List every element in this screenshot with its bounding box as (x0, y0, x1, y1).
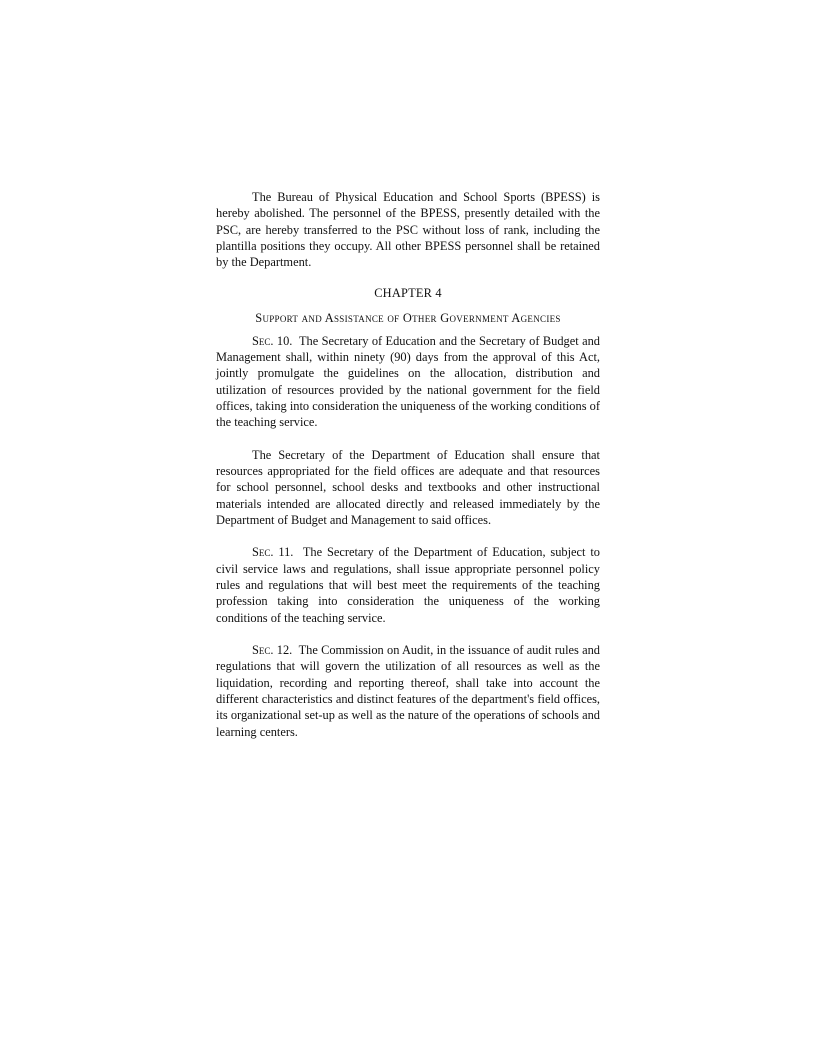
section-12-paragraph (216, 642, 600, 740)
section-12-label: Sec. 12. (252, 643, 293, 658)
section-11-paragraph (216, 544, 600, 626)
section-11-text: The Secretary of the Department of Education, subject to civil service laws and regulations, shall issue appropriate personnel policy rules and regulations that will best meet the requirements of the teaching profession taking into consideration the uniqueness of the working conditions of the teaching service. (216, 545, 600, 625)
section-12-text: The Commission on Audit, in the issuance of audit rules and regulations that will govern the utilization of all resources as well as the liquidation, recording and reporting thereof, shall take into account the different characteristics and distinct features of the department's field offices, its organizational set-up as well as the nature of the operations of schools and learning centers. (216, 643, 600, 739)
section-10-continuation-text: The Secretary of the Department of Education shall ensure that resources appropriated for the field offices are adequate and that resources for school personnel, school desks and textbooks and other instructional materials intended are allocated directly and released immediately by the Department of Budget and Management to said offices. (216, 447, 600, 527)
section-11-label: Sec. 11. (252, 545, 294, 560)
section-10-label: Sec. 10. (252, 333, 293, 348)
chapter-subtitle: Support and Assistance of Other Government Agencies (255, 311, 561, 326)
document-body (216, 189, 600, 740)
section-10-continuation-paragraph (216, 447, 600, 529)
section-10-paragraph (216, 333, 600, 431)
chapter-title: CHAPTER 4 (374, 285, 442, 300)
section-10-text: The Secretary of Education and the Secretary of Budget and Management shall, within ninety (90) days from the approval of this Act, jointly promulgate the guidelines on the allocation, distribution and utilization of resources provided by the national government for the field offices, taking into consideration the uniqueness of the working conditions of the teaching service. (216, 333, 600, 430)
intro-paragraph: The Bureau of Physical Education and School Sports (BPESS) is hereby abolished. The personnel of the BPESS, presently detailed with the PSC, are hereby transferred to the PSC without loss of rank, including the plantilla positions they occupy. All other BPESS personnel shall be retained by the Department. (216, 190, 600, 270)
